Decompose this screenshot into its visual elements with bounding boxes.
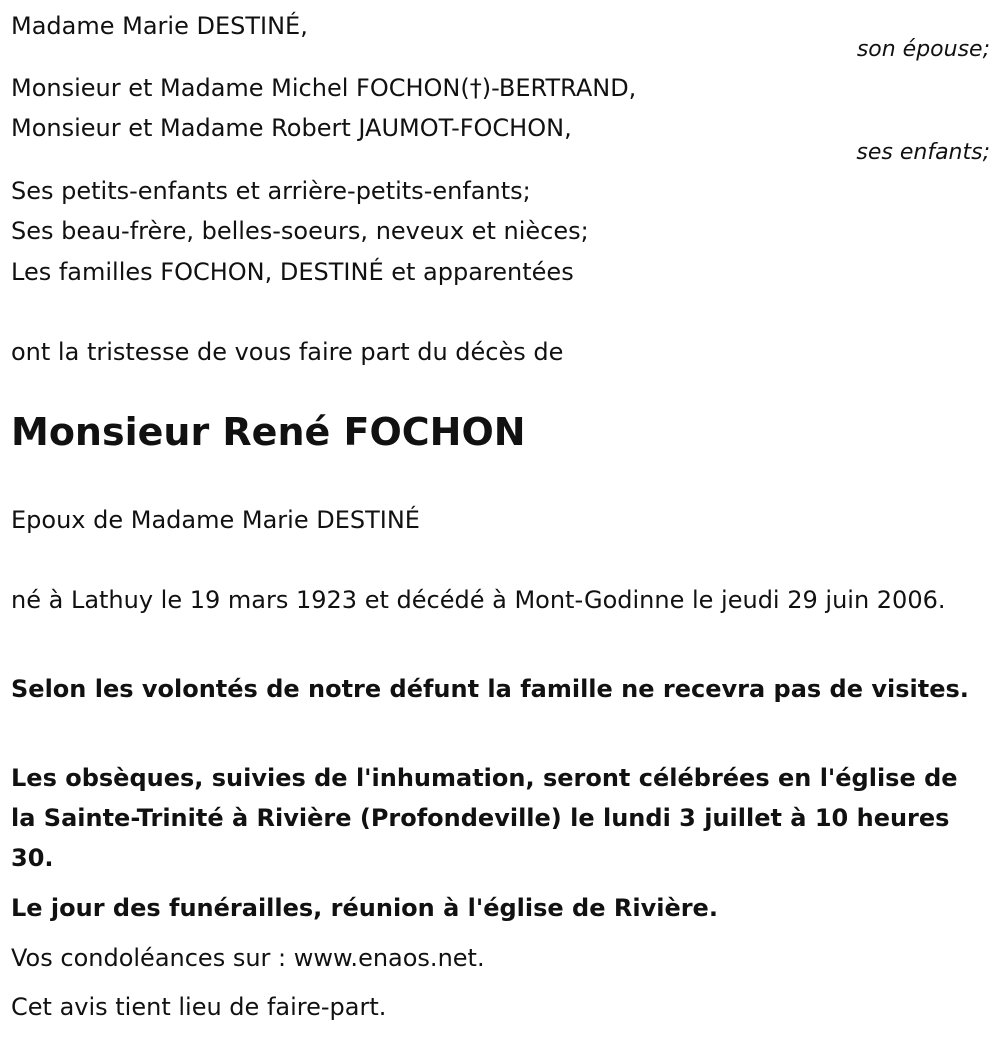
announcement-text: ont la tristesse de vous faire part du décès de [11, 338, 564, 366]
relatives-line-1: Ses petits-enfants et arrière-petits-enfants; [11, 177, 531, 205]
children-role: ses enfants; [856, 140, 990, 165]
relatives-line-2: Ses beau-frère, belles-soeurs, neveux et nièces; [11, 217, 589, 245]
funeral-notice: Les obsèques, suivies de l'inhumation, seront célébrées en l'église de la Sainte-Trinité à Rivière (Profondeville) le lundi 3 juillet à 10 heures 30. [11, 764, 958, 872]
birth-death-text: né à Lathuy le 19 mars 1923 et décédé à Mont-Godinne le jeudi 29 juin 2006. [11, 586, 946, 614]
relatives-line-3: Les familles FOCHON, DESTINÉ et apparentées [11, 258, 574, 286]
spouse-line: Madame Marie DESTINÉ, [11, 12, 308, 40]
child-line-1: Monsieur et Madame Michel FOCHON(†)-BERTRAND, [11, 74, 637, 102]
child-line-2: Monsieur et Madame Robert JAUMOT-FOCHON, [11, 114, 572, 142]
condolences-notice: Vos condoléances sur : www.enaos.net. [11, 944, 485, 972]
meeting-notice: Le jour des funérailles, réunion à l'église de Rivière. [11, 894, 718, 922]
deceased-relation: Epoux de Madame Marie DESTINÉ [11, 506, 420, 534]
spouse-role: son épouse; [856, 37, 990, 62]
closing-notice: Cet avis tient lieu de faire-part. [11, 993, 387, 1021]
deceased-name: Monsieur René FOCHON [11, 410, 526, 454]
visits-notice: Selon les volontés de notre défunt la famille ne recevra pas de visites. [11, 675, 969, 703]
